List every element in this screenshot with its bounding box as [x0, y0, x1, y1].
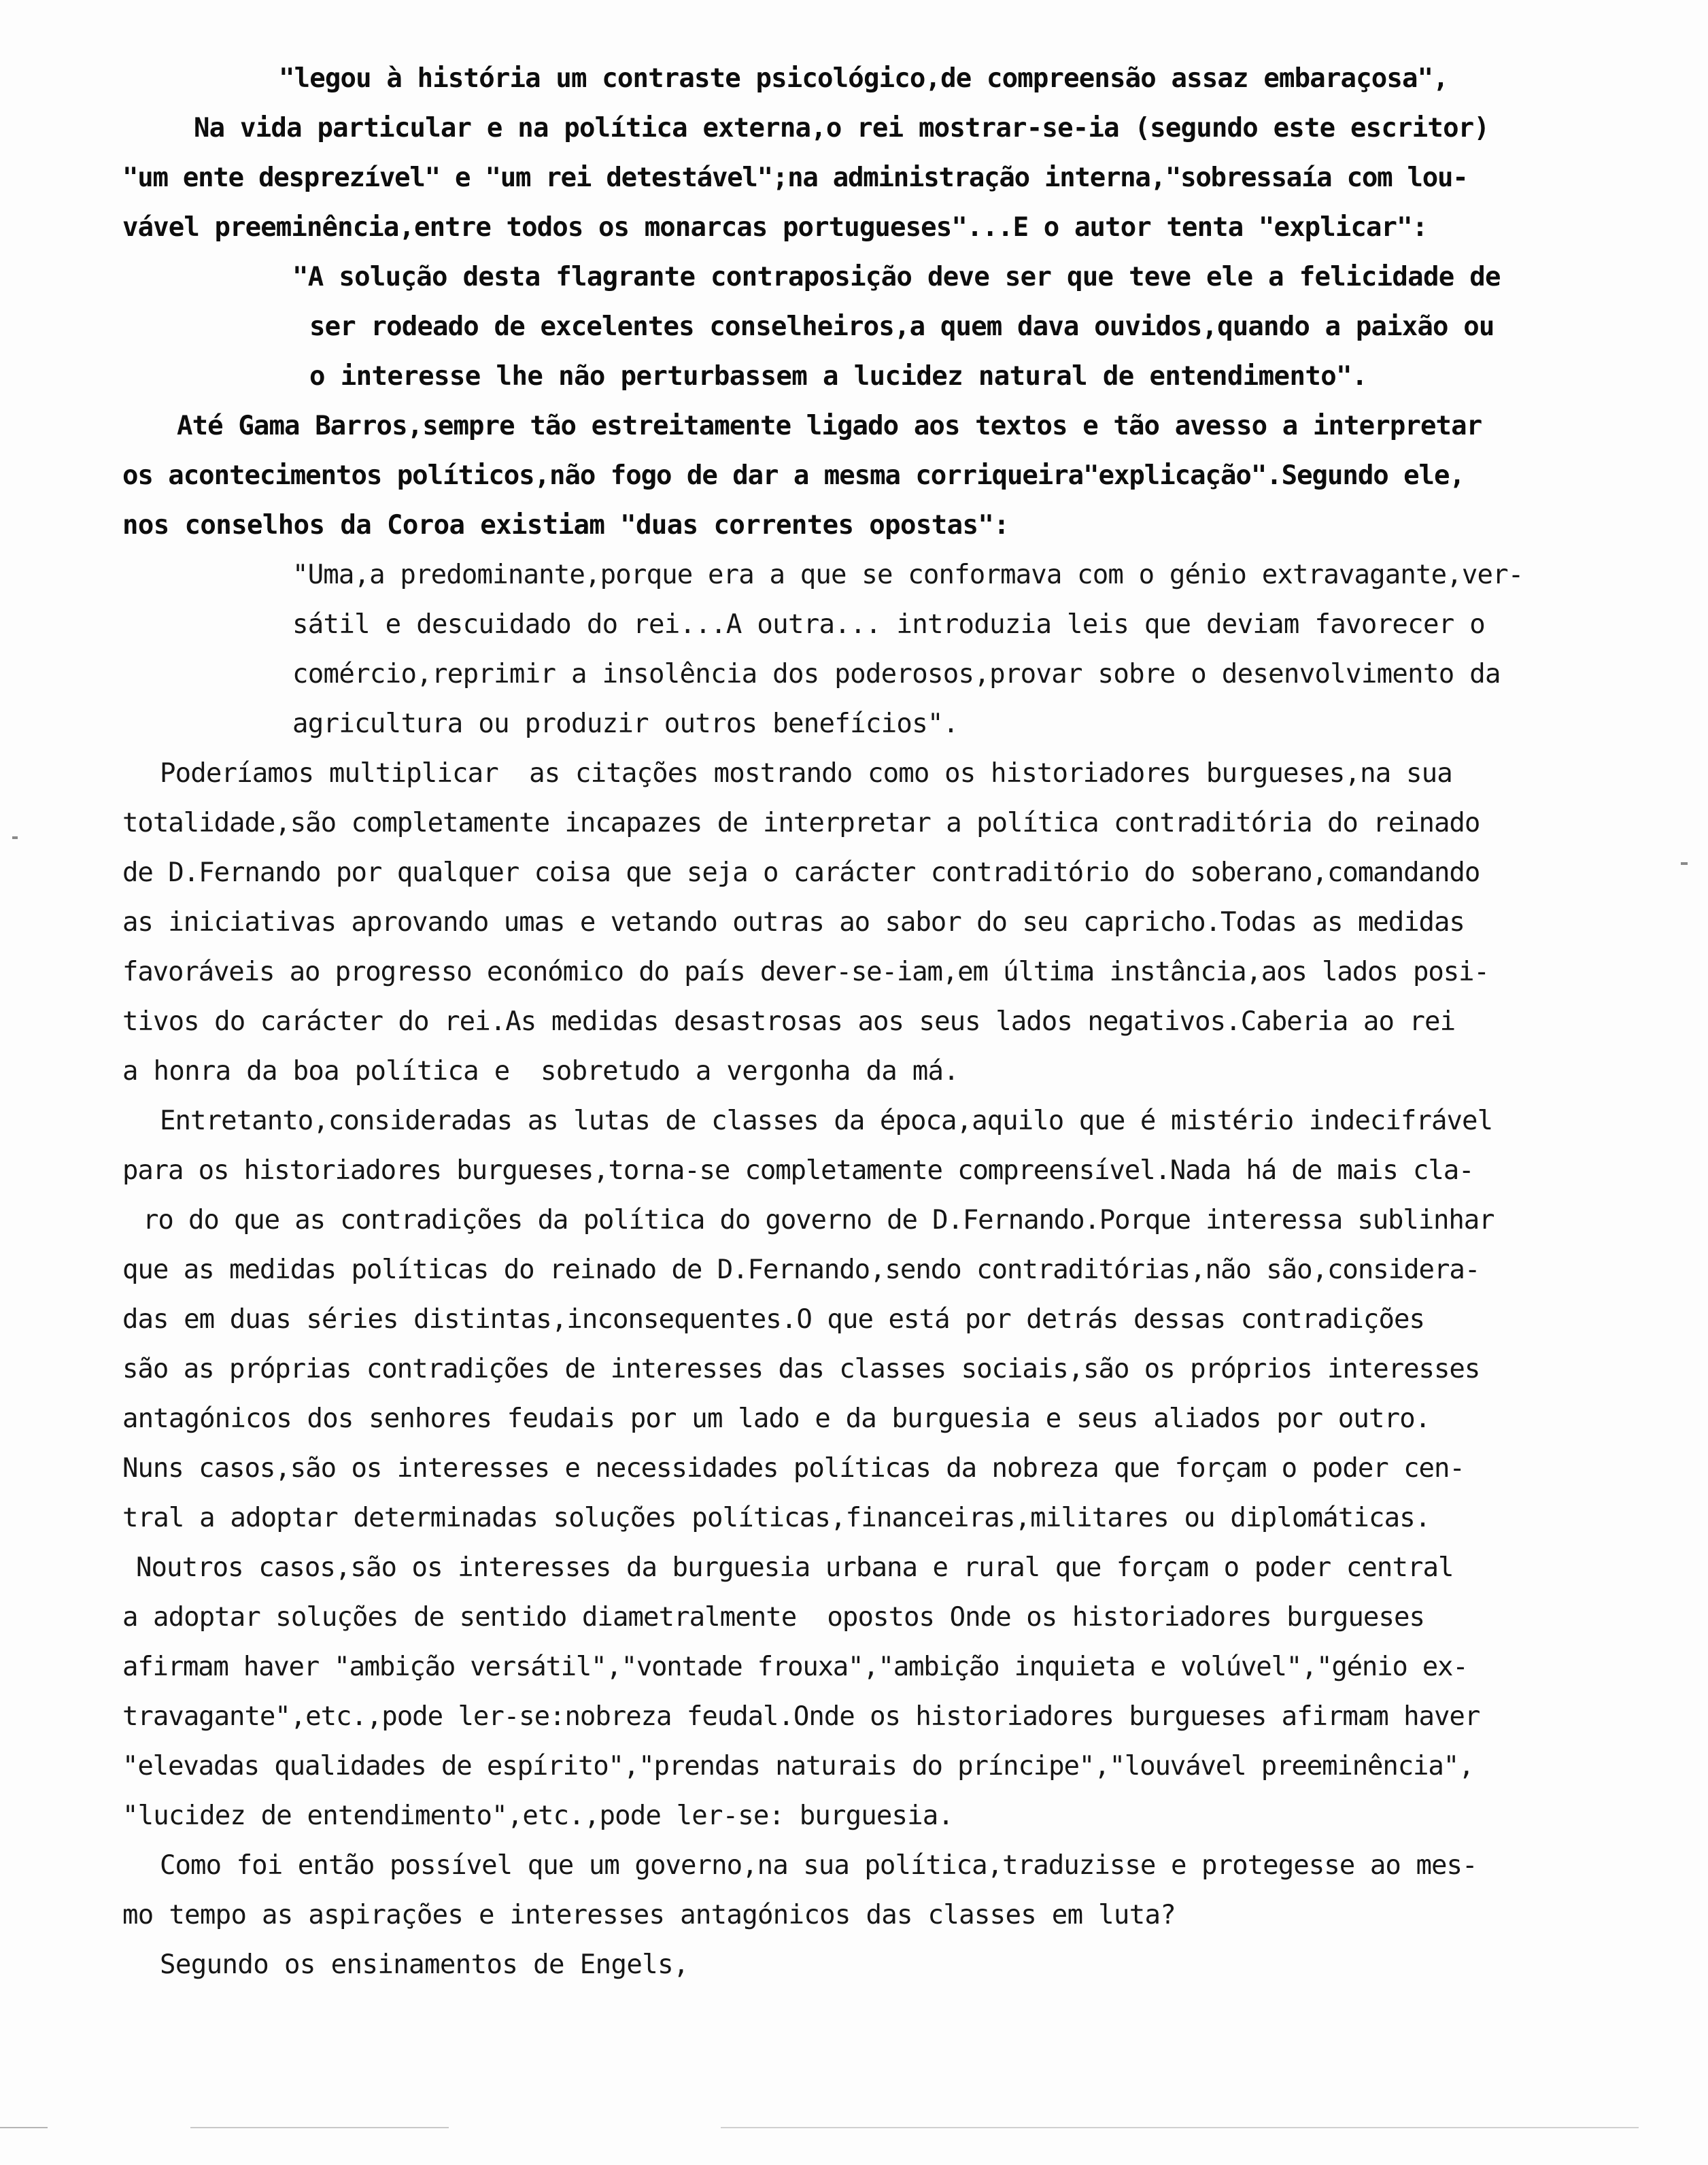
scan-edge-mark — [190, 2127, 449, 2128]
text-line: "um ente desprezível" e "um rei detestável";na administração interna,"sobressaía com lou- — [122, 163, 1468, 193]
text-line: Noutros casos,são os interesses da burguesia urbana e rural que forçam o poder central — [136, 1552, 1454, 1583]
text-line: "legou à história um contraste psicológico,de compreensão assaz embaraçosa", — [279, 63, 1448, 94]
text-line: tivos do carácter do rei.As medidas desastrosas aos seus lados negativos.Caberia ao rei — [122, 1006, 1456, 1037]
text-line: são as próprias contradições de interesses das classes sociais,são os próprios interesses — [122, 1354, 1480, 1384]
text-line: mo tempo as aspirações e interesses antagónicos das classes em luta? — [122, 1900, 1176, 1930]
text-line: Entretanto,consideradas as lutas de classes da época,aquilo que é mistério indecifrável — [160, 1106, 1493, 1136]
text-line: para os historiadores burgueses,torna-se completamente compreensível.Nada há de mais cla- — [122, 1155, 1474, 1186]
block-quote-line: sátil e descuidado do rei...A outra... introduzia leis que deviam favorecer o — [292, 609, 1486, 640]
text-line: que as medidas políticas do reinado de D.Fernando,sendo contraditórias,não são,considera- — [122, 1255, 1480, 1285]
text-line: ro do que as contradições da política do governo de D.Fernando.Porque interessa sublinhar — [143, 1205, 1494, 1235]
block-quote-line: ser rodeado de excelentes conselheiros,a quem dava ouvidos,quando a paixão ou — [309, 311, 1494, 342]
text-line: travagante",etc.,pode ler-se:nobreza feudal.Onde os historiadores burgueses afirmam haver — [122, 1701, 1480, 1732]
text-line: afirmam haver "ambição versátil","vontade frouxa","ambição inquieta e volúvel","génio ex- — [122, 1652, 1468, 1682]
text-line: "elevadas qualidades de espírito","prendas naturais do príncipe","louvável preeminência", — [122, 1751, 1474, 1782]
text-line: totalidade,são completamente incapazes de interpretar a política contraditória do reinado — [122, 808, 1480, 838]
text-line: nos conselhos da Coroa existiam "duas correntes opostas": — [122, 510, 1010, 541]
text-line: tral a adoptar determinadas soluções políticas,financeiras,militares ou diplomáticas. — [122, 1503, 1431, 1533]
text-line: Até Gama Barros,sempre tão estreitamente ligado aos textos e tão avesso a interpretar — [177, 411, 1482, 441]
text-line: os acontecimentos políticos,não fogo de dar a mesma corriqueira"explicação".Segundo ele, — [122, 460, 1465, 491]
scan-edge-mark — [721, 2127, 1639, 2128]
text-line: vável preeminência,entre todos os monarcas portugueses"...E o autor tenta "explicar": — [122, 212, 1428, 243]
block-quote-line: comércio,reprimir a insolência dos poderosos,provar sobre o desenvolvimento da — [292, 659, 1501, 689]
block-quote-line: o interesse lhe não perturbassem a lucidez natural de entendimento". — [309, 361, 1367, 392]
block-quote-line: "A solução desta flagrante contraposição deve ser que teve ele a felicidade de — [292, 262, 1501, 292]
text-line: a honra da boa política e sobretudo a vergonha da má. — [122, 1056, 959, 1087]
text-line: as iniciativas aprovando umas e vetando outras ao sabor do seu capricho.Todas as medidas — [122, 907, 1465, 938]
scan-edge-mark — [0, 2127, 48, 2128]
text-line: "lucidez de entendimento",etc.,pode ler-se: burguesia. — [122, 1801, 954, 1831]
block-quote-line: "Uma,a predominante,porque era a que se conformava com o génio extravagante,ver- — [292, 560, 1524, 590]
text-line: a adoptar soluções de sentido diametralmente opostos Onde os historiadores burgueses — [122, 1602, 1425, 1633]
text-line: Nuns casos,são os interesses e necessidades políticas da nobreza que forçam o poder cen- — [122, 1453, 1465, 1484]
text-line: antagónicos dos senhores feudais por um lado e da burguesia e seus aliados por outro. — [122, 1403, 1431, 1434]
text-line: Poderíamos multiplicar as citações mostrando como os historiadores burgueses,na sua — [160, 758, 1452, 789]
margin-mark — [1681, 862, 1688, 865]
block-quote-line: agricultura ou produzir outros benefícios". — [292, 709, 959, 739]
text-line: favoráveis ao progresso económico do país dever-se-iam,em última instância,aos lados posi- — [122, 957, 1489, 987]
text-line: das em duas séries distintas,inconsequentes.O que está por detrás dessas contradições — [122, 1304, 1425, 1335]
margin-mark — [12, 836, 18, 839]
text-line: Segundo os ensinamentos de Engels, — [160, 1949, 689, 1980]
text-line: Na vida particular e na política externa,o rei mostrar-se-ia (segundo este escritor) — [194, 113, 1490, 143]
text-line: Como foi então possível que um governo,na sua política,traduzisse e protegesse ao mes- — [160, 1850, 1478, 1881]
text-line: de D.Fernando por qualquer coisa que seja o carácter contraditório do soberano,comandando — [122, 857, 1480, 888]
